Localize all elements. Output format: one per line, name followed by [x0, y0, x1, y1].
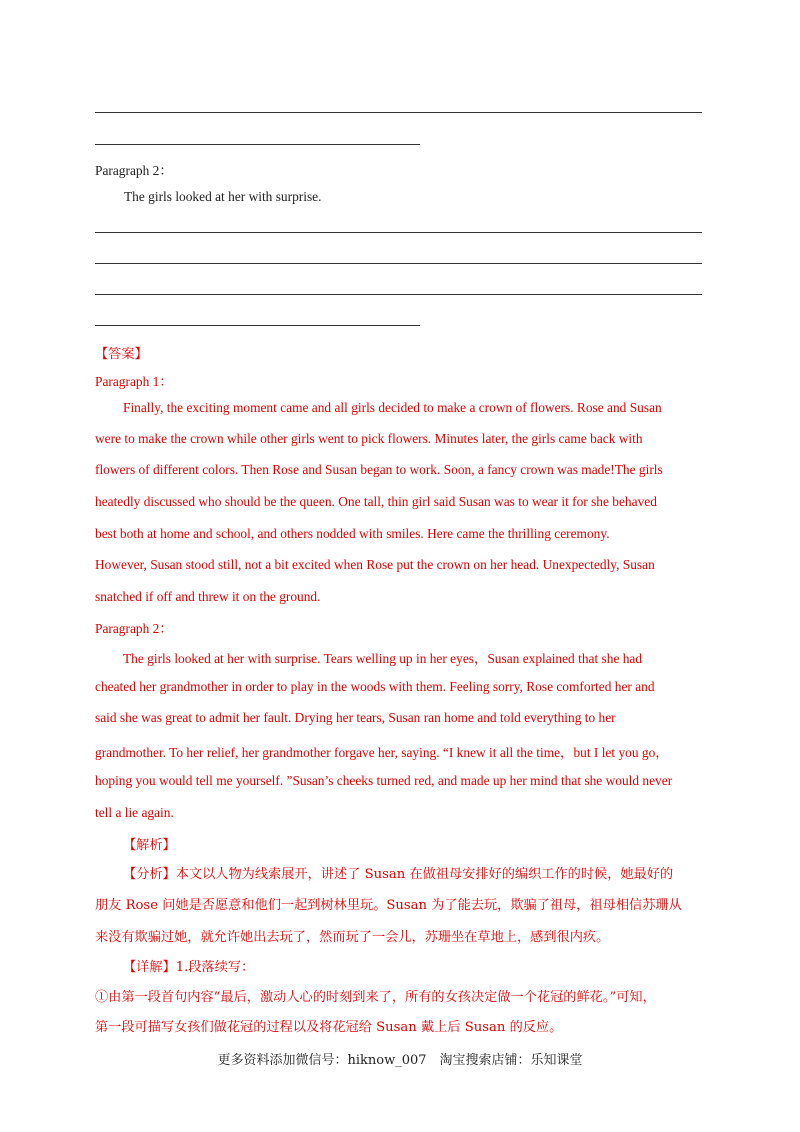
paragraph2-prompt: The girls looked at her with surprise. — [124, 189, 322, 204]
answer-p2-line: The girls looked at her with surprise. Tears welling up in her eyes，Susan explained that she had — [123, 651, 643, 666]
writing-line — [95, 263, 702, 264]
writing-line — [95, 294, 702, 295]
writing-line — [95, 144, 420, 145]
answer-p2-line: cheated her grandmother in order to play in the woods with them. Feeling sorry, Rose comforted her and — [95, 679, 655, 694]
answer-p1-line: heatedly discussed who should be the queen. One tall, thin girl said Susan was to wear it for she behaved — [95, 494, 657, 509]
writing-line — [95, 232, 702, 233]
analysis-line: 第一段可描写女孩们做花冠的过程以及将花冠给 Susan 戴上后 Susan 的反应。 — [95, 1020, 563, 1035]
answer-p2-line: hoping you would tell me yourself. ”Susan’s cheeks turned red, and made up her mind that she would never — [95, 773, 673, 788]
analysis-header: 【解析】 — [123, 838, 176, 853]
answer-p1-line: However, Susan stood still, not a bit excited when Rose put the crown on her head. Unexpectedly, Susan — [95, 557, 655, 572]
answer-p2-label: Paragraph 2： — [95, 621, 173, 636]
answer-p1-line: Finally, the exciting moment came and all girls decided to make a crown of flowers. Rose and Susan — [123, 400, 662, 415]
answer-p1-label: Paragraph 1： — [95, 374, 173, 389]
answer-p1-line: snatched if off and threw it on the ground. — [95, 589, 321, 604]
answer-p2-line: said she was great to admit her fault. Drying her tears, Susan ran home and told everything to her — [95, 710, 616, 725]
answer-p2-line: tell a lie again. — [95, 805, 174, 820]
answer-p1-line: flowers of different colors. Then Rose and Susan began to work. Soon, a fancy crown was made!The girls — [95, 462, 663, 477]
analysis-line: 来没有欺骗过她，就允许她出去玩了，然而玩了一会儿，苏珊坐在草地上，感到很内疚。 — [95, 930, 610, 945]
analysis-line: 朋友 Rose 问她是否愿意和他们一起到树林里玩。Susan 为了能去玩，欺骗了祖母，祖母相信苏珊从 — [95, 898, 682, 913]
analysis-line: 【分析】本文以人物为线索展开，讲述了 Susan 在做祖母安排好的编织工作的时候，她最好的 — [123, 867, 674, 882]
analysis-line: ①由第一段首句内容“最后，激动人心的时刻到来了，所有的女孩决定做一个花冠的鲜花。”可知， — [95, 990, 656, 1005]
paragraph2-label: Paragraph 2： — [95, 163, 173, 178]
answer-p1-line: best both at home and school, and others nodded with smiles. Here came the thrilling ceremony. — [95, 526, 610, 541]
answer-p2-line: grandmother. To her relief, her grandmother forgave her, saying. “I knew it all the time，but I let you go， — [95, 745, 669, 760]
writing-line — [95, 325, 420, 326]
analysis-line: 【详解】1.段落续写： — [123, 960, 255, 975]
answer-p1-line: were to make the crown while other girls went to pick flowers. Minutes later, the girls came back with — [95, 431, 643, 446]
answer-header: 【答案】 — [95, 347, 148, 362]
page-footer: 更多资料添加微信号：hiknow_007 淘宝搜索店铺：乐知课堂 — [217, 1053, 583, 1068]
writing-line — [95, 112, 702, 113]
